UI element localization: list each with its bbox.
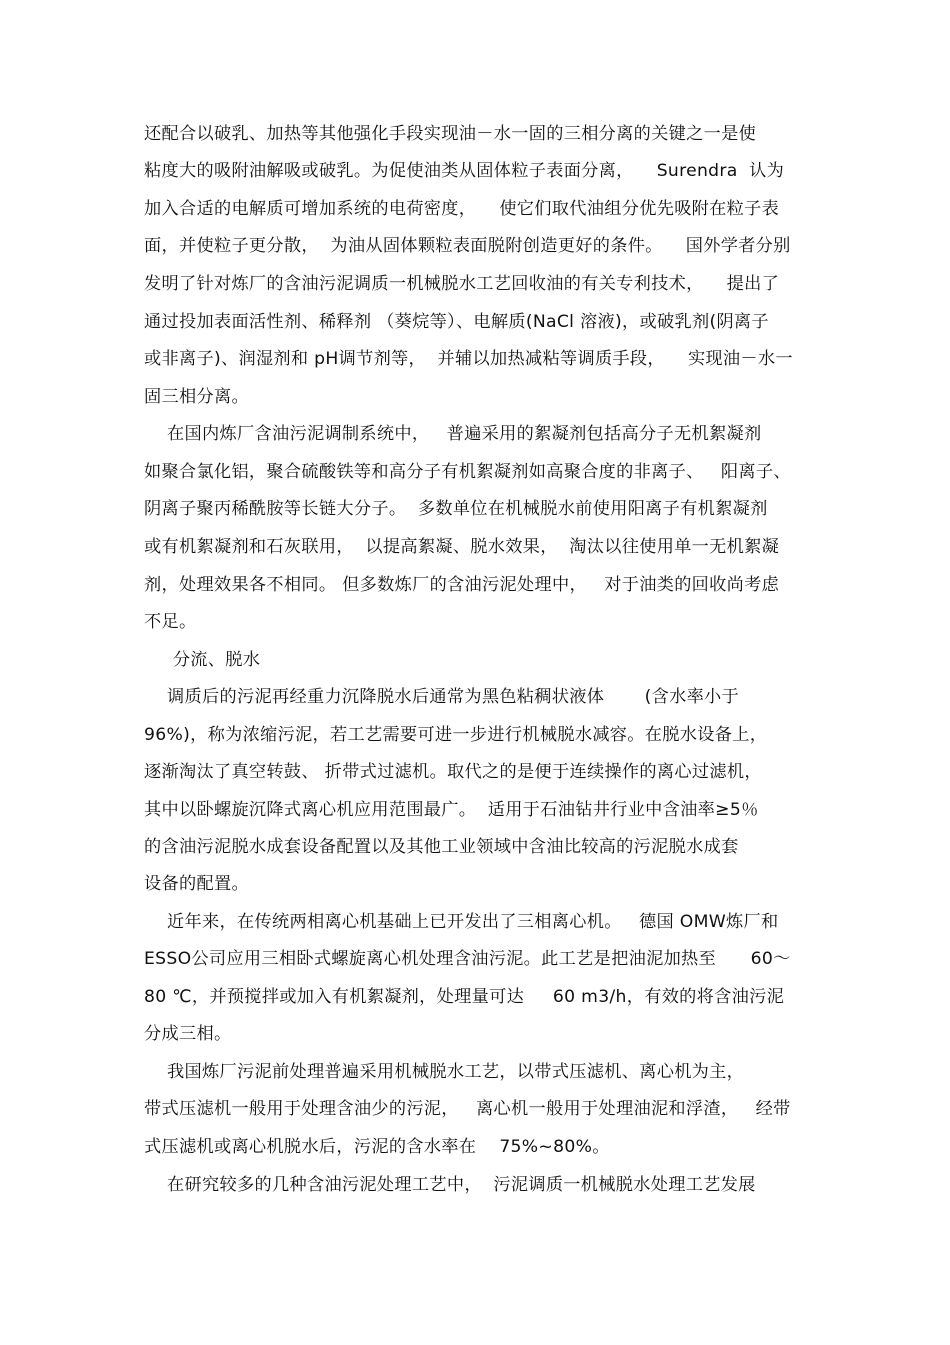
text-line: 还配合以破乳、加热等其他强化手段实现油－水一固的三相分离的关键之一是使 — [144, 124, 757, 144]
text-line: 不足。 — [144, 612, 197, 632]
text-line: 我国炼厂污泥前处理普遍采用机械脱水工艺，以带式压滤机、离心机为主， — [144, 1062, 745, 1082]
text-line: 或非离子)、润湿剂和 pH调节剂等， 并辅以加热减粘等调质手段， 实现油－水一 — [144, 349, 793, 369]
text-line: 调质后的污泥再经重力沉降脱水后通常为黑色粘稠状液体 (含水率小于 — [144, 687, 740, 707]
section-heading: 分流、脱水 — [144, 650, 261, 670]
text-line: 粘度大的吸附油解吸或破乳。为促使油类从固体粒子表面分离， Surendra 认为 — [144, 161, 785, 181]
text-line: ESSO公司应用三相卧式螺旋离心机处理含油污泥。此工艺是把油泥加热至 60～ — [144, 949, 791, 969]
text-line: 近年来，在传统两相离心机基础上已开发出了三相离心机。 德国 OMW炼厂和 — [144, 912, 779, 932]
text-line: 式压滤机或离心机脱水后，污泥的含水率在 75%~80%。 — [144, 1137, 610, 1157]
text-line: 或有机絮凝剂和石灰联用， 以提高絮凝、脱水效果， 淘汰以往使用单一无机絮凝 — [144, 537, 780, 557]
text-line: 通过投加表面活性剂、稀释剂 （葵烷等）、电解质(NaCl 溶液)，或破乳剂(阴离子 — [144, 312, 769, 332]
text-line: 发明了针对炼厂的含油污泥调质一机械脱水工艺回收油的有关专利技术， 提出了 — [144, 274, 780, 294]
text-line: 在国内炼厂含油污泥调制系统中， 普遍采用的絮凝剂包括高分子无机絮凝剂 — [144, 424, 762, 444]
text-line: 面，并使粒子更分散， 为油从固体颗粒表面脱附创造更好的条件。 国外学者分别 — [144, 236, 791, 256]
text-line: 逐渐淘汰了真空转鼓、 折带式过滤机。取代之的是便于连续操作的离心过滤机， — [144, 762, 762, 782]
text-line: 如聚合氯化铝，聚合硫酸铁等和高分子有机絮凝剂如高聚合度的非离子、 阳离子、 — [144, 462, 791, 482]
text-line: 的含油污泥脱水成套设备配置以及其他工业领域中含油比较高的污泥脱水成套 — [144, 837, 739, 857]
text-line: 带式压滤机一般用于处理含油少的污泥， 离心机一般用于处理油泥和浮渣， 经带 — [144, 1099, 791, 1119]
text-line: 固三相分离。 — [144, 387, 249, 407]
text-line: 设备的配置。 — [144, 874, 249, 894]
text-line: 剂，处理效果各不相同。 但多数炼厂的含油污泥处理中， 对于油类的回收尚考虑 — [144, 575, 780, 595]
text-line: 在研究较多的几种含油污泥处理工艺中， 污泥调质一机械脱水处理工艺发展 — [144, 1175, 756, 1195]
text-line: 分成三相。 — [144, 1024, 232, 1044]
text-line: 阴离子聚丙稀酰胺等长链大分子。 多数单位在机械脱水前使用阳离子有机絮凝剂 — [144, 499, 768, 519]
text-line: 加入合适的电解质可增加系统的电荷密度， 使它们取代油组分优先吸附在粒子表 — [144, 199, 780, 219]
text-line: 80 ℃，并预搅拌或加入有机絮凝剂，处理量可达 60 m3/h，有效的将含油污泥 — [144, 987, 785, 1007]
text-line: 其中以卧螺旋沉降式离心机应用范围最广。 适用于石油钻井行业中含油率≥5％ — [144, 800, 759, 820]
text-line: 96%)，称为浓缩污泥，若工艺需要可进一步进行机械脱水减容。在脱水设备上， — [144, 725, 768, 745]
